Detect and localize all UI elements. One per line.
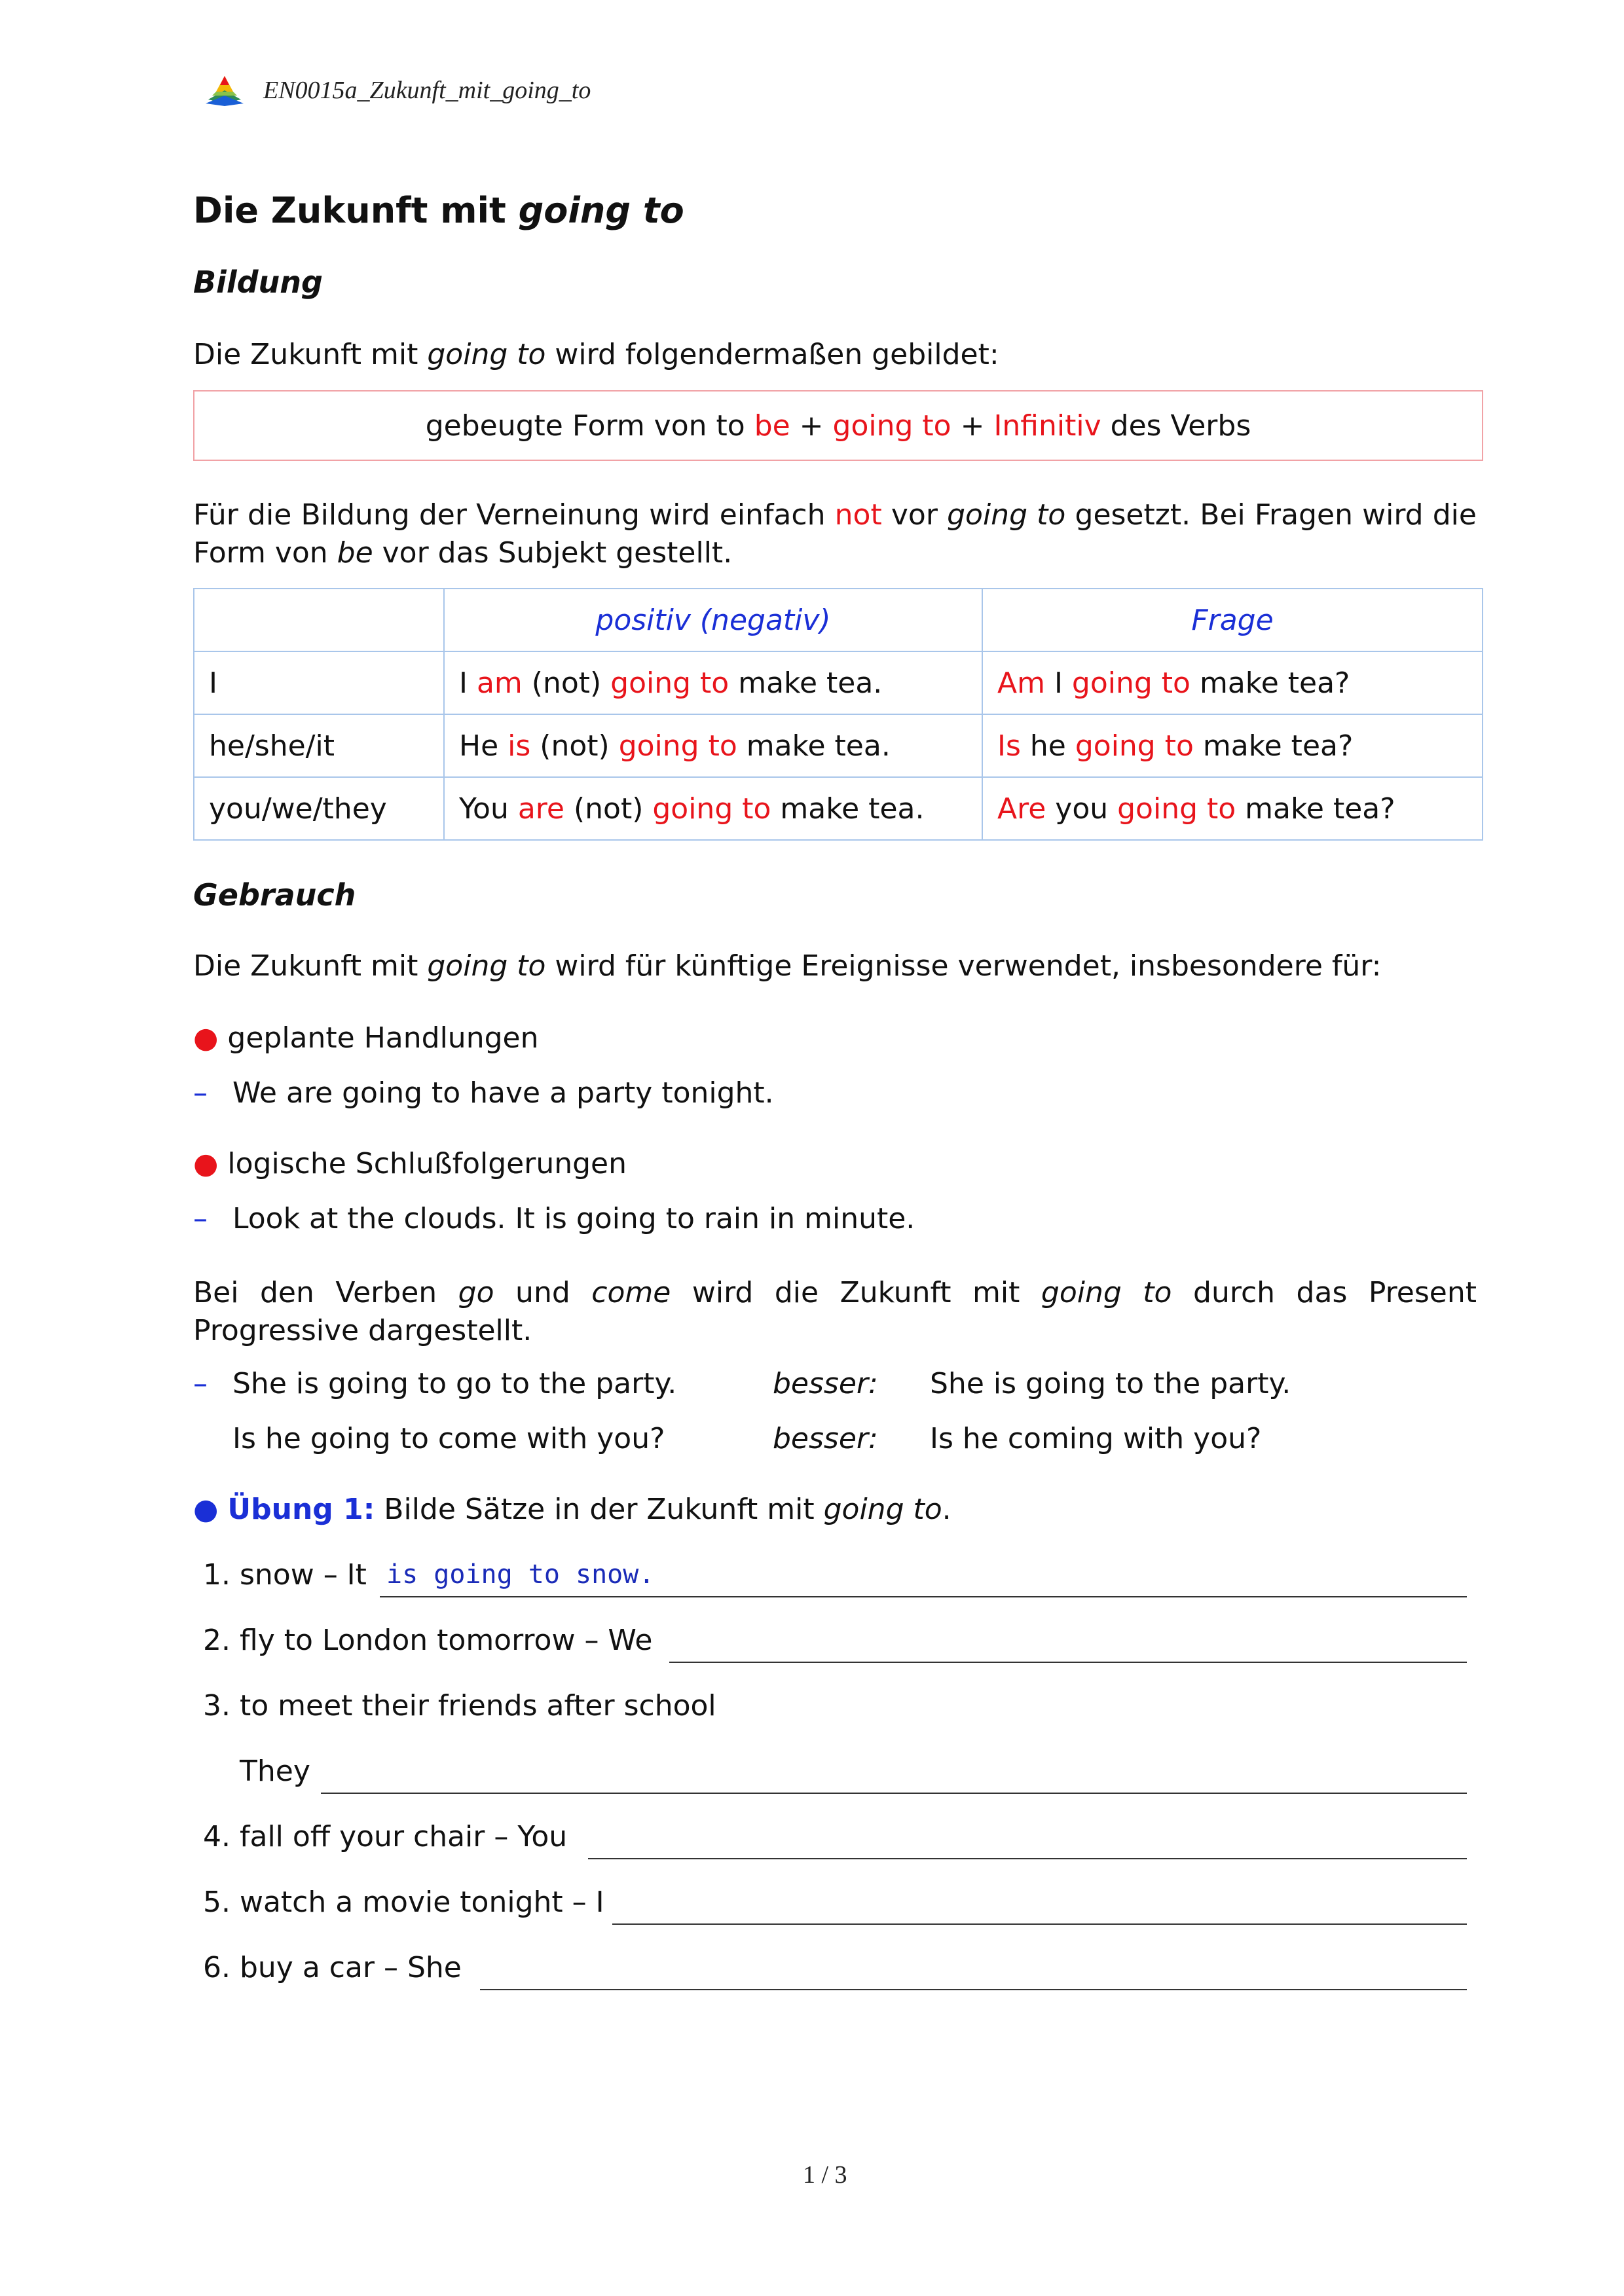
- exercise-item: 3. to meet their friends after school: [203, 1689, 716, 1722]
- answer-field[interactable]: is going to snow.: [386, 1559, 655, 1590]
- page-number: 1 / 3: [803, 2161, 847, 2189]
- conjugation-table: [193, 588, 1483, 841]
- table-cell-positive: He is (not) going to make tea.: [444, 714, 982, 777]
- table-cell-positive: I am (not) going to make tea.: [444, 651, 982, 714]
- worksheet-page: EN0015a_Zukunft_mit_going_to Die Zukunft mit going to Bildung Die Zukunft mit going to wird folgendermaßen gebildet: gebeugte Form von to be + going to + Infinitiv des Verbs Für die Bildung der Verneinung wird einfach not vor going to gesetzt. Bei Fragen wird die Form von be vor das Subjekt gestellt. positiv (negativ) Frage I I am (not) going to make tea. Am I going to make tea? he/she/it He is (not) going to make tea. Is he going to make tea? you/we/they You are (not) going to make tea. Are you going to make tea? Gebrauch Die Zukunft mit going to wird für künftige Ereignisse verwendet, insbesondere für: ● geplante Handlungen – We are going to have a party tonight. ● logische Schlußfolgerungen – Look at the clouds. It is going to rain in minute. Bei den Verben go und come wird die Zukunft mit going to durch das Present Progressive dargestellt. – She is going to go to the party. besser: She is going to the party. Is he going to come with you? besser: Is he coming with you? ● Übung 1: Bilde Sätze in der Zukunft mit going to. 1. snow – It is going to snow. 2. fly to London tomorrow – We 3. to meet their friends after school They 4. fall off your chair – You 5. watch a movie tonight – I 6. buy a car – She 1 / 3: [0, 0, 1624, 2296]
- section-heading-bildung: Bildung: [193, 264, 323, 300]
- dash-icon: –: [193, 1076, 208, 1110]
- formula-box: [193, 390, 1483, 461]
- table-header-question: Frage: [982, 589, 1483, 651]
- exercise-item-continuation: They: [240, 1755, 310, 1788]
- document-filename: EN0015a_Zukunft_mit_going_to: [263, 77, 591, 104]
- negation-paragraph: Für die Bildung der Verneinung wird einfach not vor going to gesetzt. Bei Fragen wird die Form von be vor das Subjekt gestellt.: [193, 498, 1477, 570]
- comparison-row: – She is going to go to the party. besser: She is going to the party.: [193, 1367, 1291, 1400]
- answer-line[interactable]: [588, 1858, 1467, 1859]
- dash-icon: –: [193, 1367, 208, 1400]
- answer-line[interactable]: [380, 1596, 1467, 1597]
- answer-line[interactable]: [612, 1923, 1467, 1925]
- usage-bullet: ● geplante Handlungen: [193, 1021, 539, 1055]
- exercise-item: 1. snow – It: [203, 1558, 367, 1592]
- gebrauch-intro: Die Zukunft mit going to wird für künftige Ereignisse verwendet, insbesondere für:: [193, 949, 1382, 983]
- answer-line[interactable]: [480, 1989, 1467, 1990]
- table-header-empty: [194, 589, 444, 651]
- table-cell-question: Is he going to make tea?: [982, 714, 1483, 777]
- usage-bullet: ● logische Schlußfolgerungen: [193, 1147, 627, 1180]
- table-cell-question: Am I going to make tea?: [982, 651, 1483, 714]
- table-header-positive: positiv (negativ): [444, 589, 982, 651]
- exercise-item: 5. watch a movie tonight – I: [203, 1886, 604, 1919]
- table-row: [194, 651, 1483, 714]
- verbs-paragraph: Bei den Verben go und come wird die Zukunft mit going to durch das Present Progressive dargestellt.: [193, 1276, 1477, 1347]
- table-cell-subject: you/we/they: [194, 777, 444, 840]
- table-row: [194, 777, 1483, 840]
- table-cell-subject: I: [194, 651, 444, 714]
- answer-line[interactable]: [669, 1662, 1467, 1663]
- bildung-intro: Die Zukunft mit going to wird folgendermaßen gebildet:: [193, 338, 999, 371]
- section-heading-gebrauch: Gebrauch: [193, 877, 356, 913]
- red-bullet-icon: ●: [193, 1021, 219, 1055]
- formula-text: gebeugte Form von to be + going to + Infinitiv des Verbs: [425, 409, 1251, 443]
- table-row: [194, 714, 1483, 777]
- red-bullet-icon: ●: [193, 1147, 219, 1180]
- colorful-book-logo-icon: [204, 73, 245, 107]
- exercise-instruction: ● Übung 1: Bilde Sätze in der Zukunft mit going to.: [193, 1493, 951, 1526]
- exercise-item: 2. fly to London tomorrow – We: [203, 1624, 653, 1657]
- table-cell-question: Are you going to make tea?: [982, 777, 1483, 840]
- exercise-item: 6. buy a car – She: [203, 1951, 462, 1984]
- table-header-row: [194, 589, 1483, 651]
- exercise-item: 4. fall off your chair – You: [203, 1820, 568, 1853]
- dash-icon: –: [193, 1202, 208, 1235]
- table-cell-positive: You are (not) going to make tea.: [444, 777, 982, 840]
- table-cell-subject: he/she/it: [194, 714, 444, 777]
- usage-example: – Look at the clouds. It is going to rain in minute.: [193, 1202, 915, 1235]
- page-title: Die Zukunft mit going to: [193, 190, 684, 231]
- answer-line[interactable]: [321, 1793, 1467, 1794]
- usage-example: – We are going to have a party tonight.: [193, 1076, 774, 1110]
